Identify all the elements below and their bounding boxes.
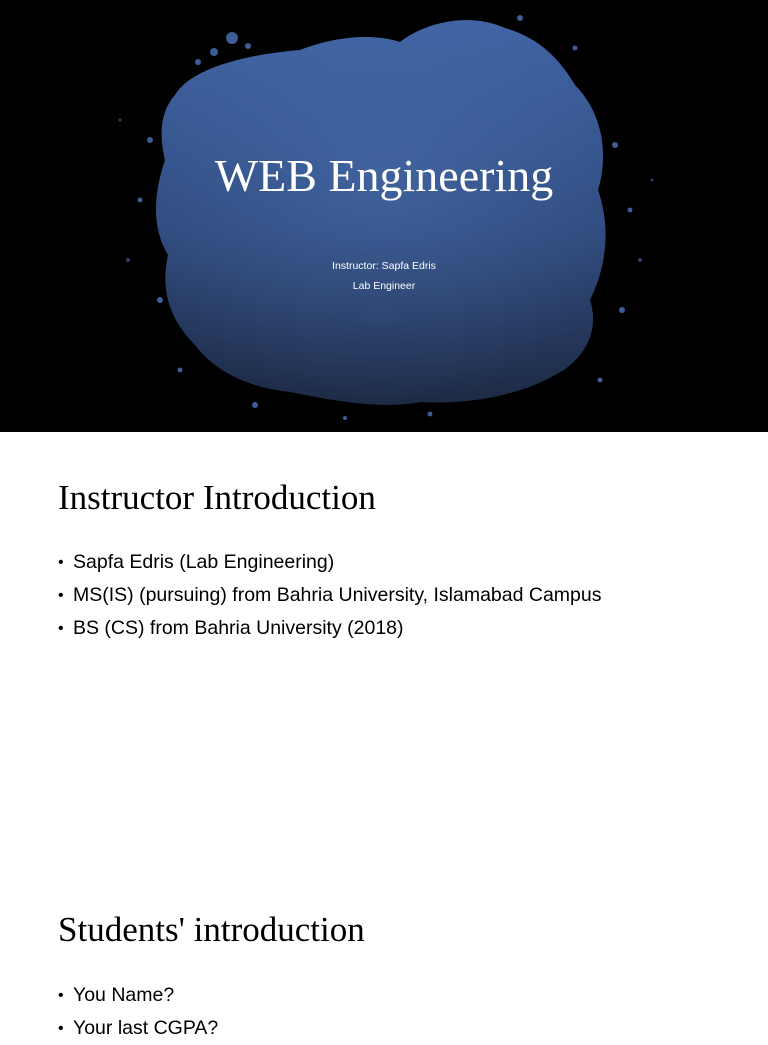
bullet-text: Sapfa Edris (Lab Engineering) — [73, 551, 335, 573]
list-item — [58, 1012, 218, 1045]
instructor-line: Instructor: Sapfa Edris — [332, 260, 436, 272]
slide-title: WEB Engineering — [214, 150, 554, 201]
slide-heading: Instructor Introduction — [58, 478, 376, 517]
bullet-icon: • — [58, 1020, 64, 1037]
list-item — [58, 579, 601, 612]
slide-heading: Students' introduction — [58, 910, 365, 949]
role-line: Lab Engineer — [352, 280, 416, 292]
bullet-list — [58, 979, 218, 1045]
instructor-introduction-slide — [0, 432, 768, 864]
bullet-text: MS(IS) (pursuing) from Bahria University, Islamabad Campus — [73, 584, 602, 606]
list-item — [58, 546, 601, 579]
bullet-text: Your last CGPA? — [73, 1017, 219, 1039]
bullet-icon: • — [58, 620, 64, 637]
paint-splash-graphic — [0, 0, 768, 432]
students-introduction-slide — [0, 864, 768, 1039]
list-item — [58, 979, 218, 1012]
bullet-text: You Name? — [73, 984, 175, 1006]
bullet-icon: • — [58, 554, 64, 571]
bullet-text: BS (CS) from Bahria University (2018) — [73, 617, 404, 639]
bullet-icon: • — [58, 987, 64, 1004]
title-slide — [0, 0, 768, 432]
bullet-list — [58, 546, 601, 645]
bullet-icon: • — [58, 587, 64, 604]
list-item — [58, 612, 601, 645]
